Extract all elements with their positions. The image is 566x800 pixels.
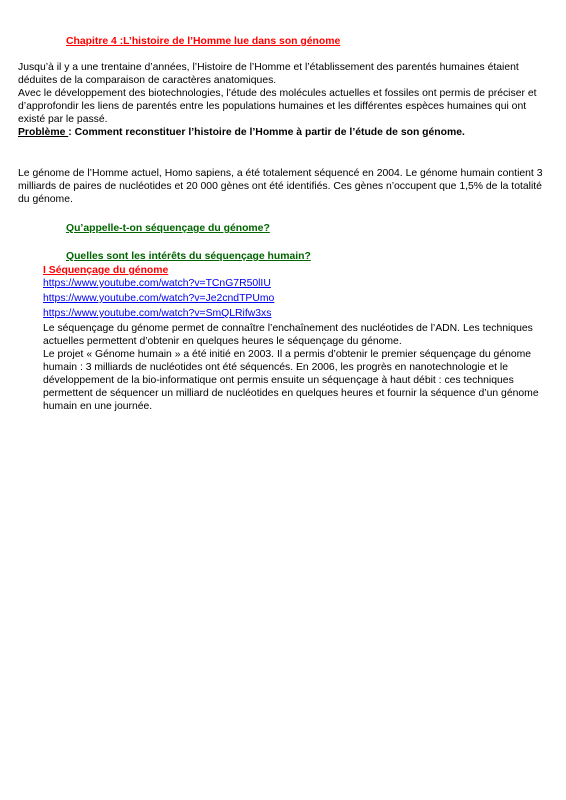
question-sequencing-definition: Qu’appelle-t-on séquençage du génome?: [66, 223, 270, 234]
video-link-3[interactable]: https://www.youtube.com/watch?v=SmQLRifw3xs: [43, 308, 272, 319]
section-title: I Séquençage du génome: [43, 265, 169, 276]
genome-paragraph: Le génome de l’Homme actuel, Homo sapiens, a été totalement séquencé en 2004. Le génome humain contient 3 milliards de paires de nucléotides et 20 000 gènes ont été identifiés. Ces gènes n’occupent que 1,5% de la totalité du génome.: [18, 168, 543, 205]
chapter-title: Chapitre 4 :L’histoire de l’Homme lue dans son génome: [66, 36, 341, 47]
intro-paragraph-2: Avec le développement des biotechnologies, l’étude des molécules actuelles et fossiles ont permis de préciser et d’approfondir les liens de parentés entre les populations humaines et les différentes espèces humaines qui ont existé par le passé.: [18, 88, 537, 125]
probleme-question: : Comment reconstituer l’histoire de l’Homme à partir de l’étude de son génome.: [68, 127, 465, 138]
sequencing-paragraph-2: Le projet « Génome humain » a été initié en 2003. Il a permis d’obtenir le premier séquençage du génome humain : 3 milliards de nucléotides ont été séquencés. En 2006, les progrès en nanotechnologie et le développement de la bio-informatique ont permis ensuite un séquençage à haut débit : ces techniques permettent de séquencer un milliard de nucléotides en quelques heures et fournir la séquence d’un génome humain en une journée.: [43, 349, 539, 412]
probleme-line: [18, 126, 548, 139]
intro-section: [18, 61, 548, 139]
intro-paragraph-1: Jusqu’à il y a une trentaine d’années, l’Histoire de l’Homme et l’établissement des parentés humaines étaient déduites de la comparaison de caractères anatomiques.: [18, 62, 519, 86]
video-link-1[interactable]: https://www.youtube.com/watch?v=TCnG7R50lIU: [43, 278, 271, 289]
sequencing-paragraph-1: Le séquençage du génome permet de connaître l’enchaînement des nucléotides de l’ADN. Les techniques actuelles permettent d’obtenir en quelques heures le séquençage du génome.: [43, 323, 533, 347]
section-sequencage: [43, 264, 548, 413]
probleme-label: Problème: [18, 127, 69, 138]
question-sequencing-interests: Quelles sont les intérêts du séquençage humain?: [66, 251, 311, 262]
video-link-2[interactable]: https://www.youtube.com/watch?v=Je2cndTPUmo: [43, 293, 275, 304]
